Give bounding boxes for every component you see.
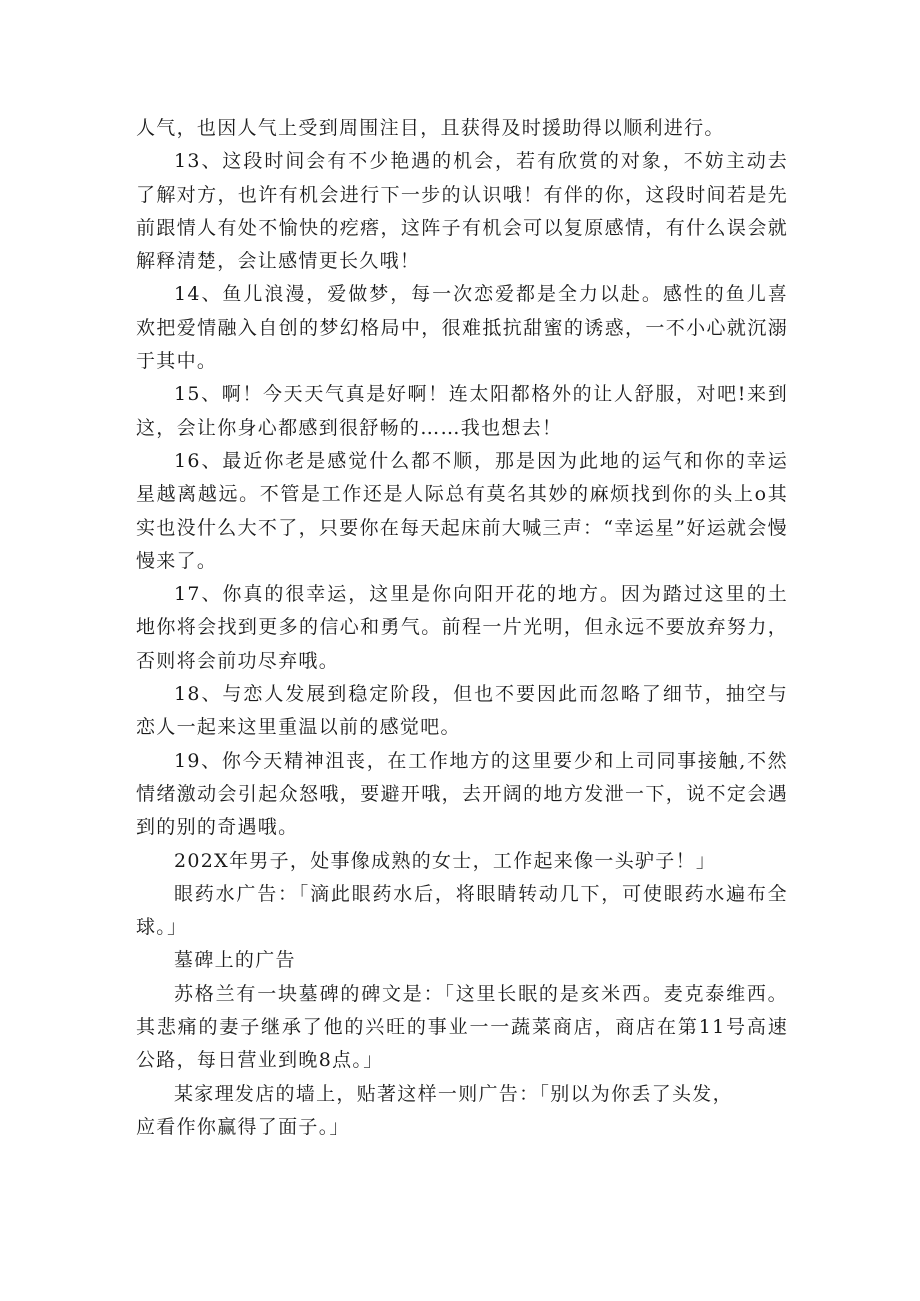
paragraph-13: 13、这段时间会有不少艳遇的机会，若有欣赏的对象，不妨主动去了解对方，也许有机会进行下一步的认识哦！有伴的你，这段时间若是先前跟情人有处不愉快的疙瘩，这阵子有机会可以复原感情，有什么误会就解释清楚，会让感情更长久哦！ [136, 150, 788, 273]
paragraph-tombstone-text: 苏格兰有一块墓碑的碑文是：「这里长眠的是亥米西。麦克泰维西。其悲痛的妻子继承了他的兴旺的事业一一蔬菜商店，商店在第11号高速公路，每日营业到晚8点。」 [136, 982, 788, 1072]
paragraph-tombstone-heading: 墓碑上的广告 [174, 949, 296, 972]
document-body [136, 112, 788, 1144]
paragraph-202x: 202X年男子，处事像成熟的女士，工作起来像一头驴子！」 [174, 849, 717, 872]
paragraph-barber-ad: 某家理发店的墙上，贴著这样一则广告：「别以为你丢了头发， [174, 1082, 733, 1105]
paragraph-eyedrop-ad: 眼药水广告：「滴此眼药水后，将眼睛转动几下，可使眼药水遍布全球。」 [136, 882, 788, 939]
paragraph-19: 19、你今天精神沮丧，在工作地方的这里要少和上司同事接触,不然情绪激动会引起众怒哦，要避开哦，去开阔的地方发泄一下，说不定会遇到的别的奇遇哦。 [136, 749, 788, 839]
paragraph-17: 17、你真的很幸运，这里是你向阳开花的地方。因为踏过这里的土地你将会找到更多的信心和勇气。前程一片光明，但永远不要放弃努力，否则将会前功尽弃哦。 [136, 583, 788, 672]
paragraph-continuation: 人气，也因人气上受到周围注目，且获得及时援助得以顺利进行。 [136, 117, 725, 139]
paragraph-barber-ad-end: 应看作你赢得了面子。」 [136, 1115, 350, 1138]
paragraph-16: 16、最近你老是感觉什么都不顺，那是因为此地的运气和你的幸运星越离越远。不管是工作还是人际总有莫名其妙的麻烦找到你的头上o其实也没什么大不了，只要你在每天起床前大喊三声：“幸运星”好运就会慢慢来了。 [136, 449, 788, 572]
paragraph-14: 14、鱼儿浪漫，爱做梦，每一次恋爱都是全力以赴。感性的鱼儿喜欢把爱情融入自创的梦幻格局中，很难抵抗甜蜜的诱惑，一不小心就沉溺于其中。 [136, 283, 788, 373]
paragraph-18: 18、与恋人发展到稳定阶段，但也不要因此而忽略了细节，抽空与恋人一起来这里重温以前的感觉吧。 [136, 683, 788, 739]
paragraph-15: 15、啊！今天天气真是好啊！连太阳都格外的让人舒服，对吧!来到这，会让你身心都感到很舒畅的……我也想去！ [136, 383, 788, 439]
